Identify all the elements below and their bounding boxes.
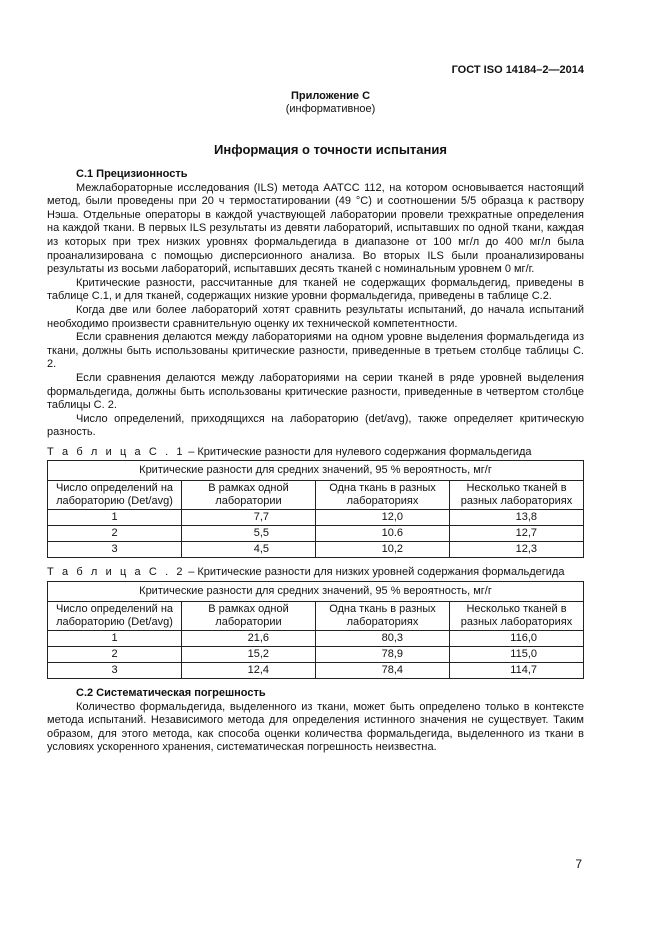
table-cell: 12,3 (450, 542, 584, 558)
paragraph: Когда две или более лабораторий хотят сравнить результаты испытаний, до начала испытаний необходимо произвести сравнительную оценку их технической компетентности. (47, 303, 584, 330)
table-caption-text: – Критические разности для низких уровней содержания формальдегида (185, 566, 565, 579)
column-header: Несколько тканей в разных лабораториях (450, 481, 584, 510)
paragraph: Критические разности, рассчитанные для тканей не содержащих формальдегид, приведены в таблице С.1, и для тканей, содержащих низкие уровни формальдегида, приведены в таблице С.2. (47, 276, 584, 303)
table-row (48, 526, 584, 542)
table-cell: 12,7 (450, 526, 584, 542)
standard-code: ГОСТ ISO 14184–2—2014 (451, 64, 584, 76)
paragraph: Число определений, приходящихся на лабораторию (det/avg), также определяет критическую разность. (47, 412, 584, 439)
document-body (47, 168, 584, 755)
table-cell: 13,8 (450, 510, 584, 526)
column-header: В рамках одной лаборатории (182, 481, 316, 510)
table-span-header: Критические разности для средних значений, 95 % вероятность, мг/г (48, 461, 584, 481)
table-cell: 10.6 (316, 526, 450, 542)
column-header: В рамках одной лаборатории (182, 602, 316, 631)
table-span-header: Критические разности для средних значений, 95 % вероятность, мг/г (48, 582, 584, 602)
appendix-subtitle: (информативное) (285, 103, 376, 115)
table-row (48, 663, 584, 679)
appendix-title: Приложение С (290, 90, 371, 102)
column-header: Число определений на лабораторию (Det/avg) (48, 481, 182, 510)
paragraph: Межлабораторные исследования (ILS) метода AATCC 112, на котором основывается настоящий метод, были проведены при 20 ч термостатировании (49 °С) и соотношении 5/5 образца к раствору Нэша. Отдельные операторы в каждой участвующей лаборатории провели трехкратные определения на каждой ткани. В первых ILS результаты из девяти лабораторий, испытавших по одной ткани, каждая из которых при трех низких уровнях формальдегида в диапазоне от 100 мг/л до 400 мг/л была проанализирована с помощью дисперсионного анализа. Во вторых ILS были проанализированы результаты из восьми лабораторий, испытавших десять тканей с номинальным уровнем 0 мг/г. (47, 181, 584, 276)
table-cell: 15,2 (182, 647, 316, 663)
table-cell: 78,4 (316, 663, 450, 679)
table-cell: 12,4 (182, 663, 316, 679)
paragraph: Количество формальдегида, выделенного из ткани, может быть определено только в контексте метода испытаний. Независимого метода для определения истинного значения не существует. Таким образом, для этого метода, как способа оценки количества формальдегида, выделенного из ткани в условиях ускоренного хранения, систематическая погрешность неизвестна. (47, 700, 584, 754)
table-cell: 1 (48, 631, 182, 647)
table-span-header-row (48, 582, 584, 602)
column-header: Несколько тканей в разных лабораториях (450, 602, 584, 631)
table-cell: 4,5 (182, 542, 316, 558)
table-span-header-row (48, 461, 584, 481)
column-header: Одна ткань в разных лабораториях (316, 481, 450, 510)
table-cell: 78,9 (316, 647, 450, 663)
table-label: Т а б л и ц а С . 1 (47, 445, 186, 458)
table-label: Т а б л и ц а С . 2 (47, 566, 186, 579)
table-cell: 114,7 (450, 663, 584, 679)
page-title: Информация о точности испытания (214, 142, 447, 157)
critical-differences-table-2 (47, 581, 584, 679)
section-title: С.2 Систематическая погрешность (76, 687, 266, 700)
table-cell: 7,7 (182, 510, 316, 526)
table-cell: 80,3 (316, 631, 450, 647)
table-cell: 2 (48, 526, 182, 542)
page-number: 7 (575, 857, 582, 871)
table-row (48, 510, 584, 526)
paragraph: Если сравнения делаются между лабораториями на серии тканей в ряде уровней выделения формальдегида, должны быть использованы критические разности, приведенные в четвертом столбце таблицы С. 2. (47, 371, 584, 412)
critical-differences-table-1 (47, 460, 584, 558)
table-cell: 115,0 (450, 647, 584, 663)
table-caption-text: – Критические разности для нулевого содержания формальдегида (185, 445, 532, 458)
table-cell: 116,0 (450, 631, 584, 647)
table-row (48, 647, 584, 663)
table-header-row (48, 602, 584, 631)
table-cell: 21,6 (182, 631, 316, 647)
table-cell: 3 (48, 663, 182, 679)
table-row (48, 631, 584, 647)
column-header: Число определений на лабораторию (Det/avg) (48, 602, 182, 631)
table-cell: 2 (48, 647, 182, 663)
table-header-row (48, 481, 584, 510)
table-cell: 3 (48, 542, 182, 558)
table-row (48, 542, 584, 558)
table-cell: 10,2 (316, 542, 450, 558)
column-header: Одна ткань в разных лабораториях (316, 602, 450, 631)
section-title: С.1 Прецизионность (76, 168, 188, 180)
paragraph: Если сравнения делаются между лабораториями на одном уровне выделения формальдегида из ткани, должны быть использованы критические разности, приведенные в третьем столбце таблицы С. 2. (47, 331, 584, 371)
table-cell: 1 (48, 510, 182, 526)
table-cell: 5,5 (182, 526, 316, 542)
table-caption (47, 446, 584, 460)
table-cell: 12,0 (316, 510, 450, 526)
table-caption (47, 566, 584, 580)
